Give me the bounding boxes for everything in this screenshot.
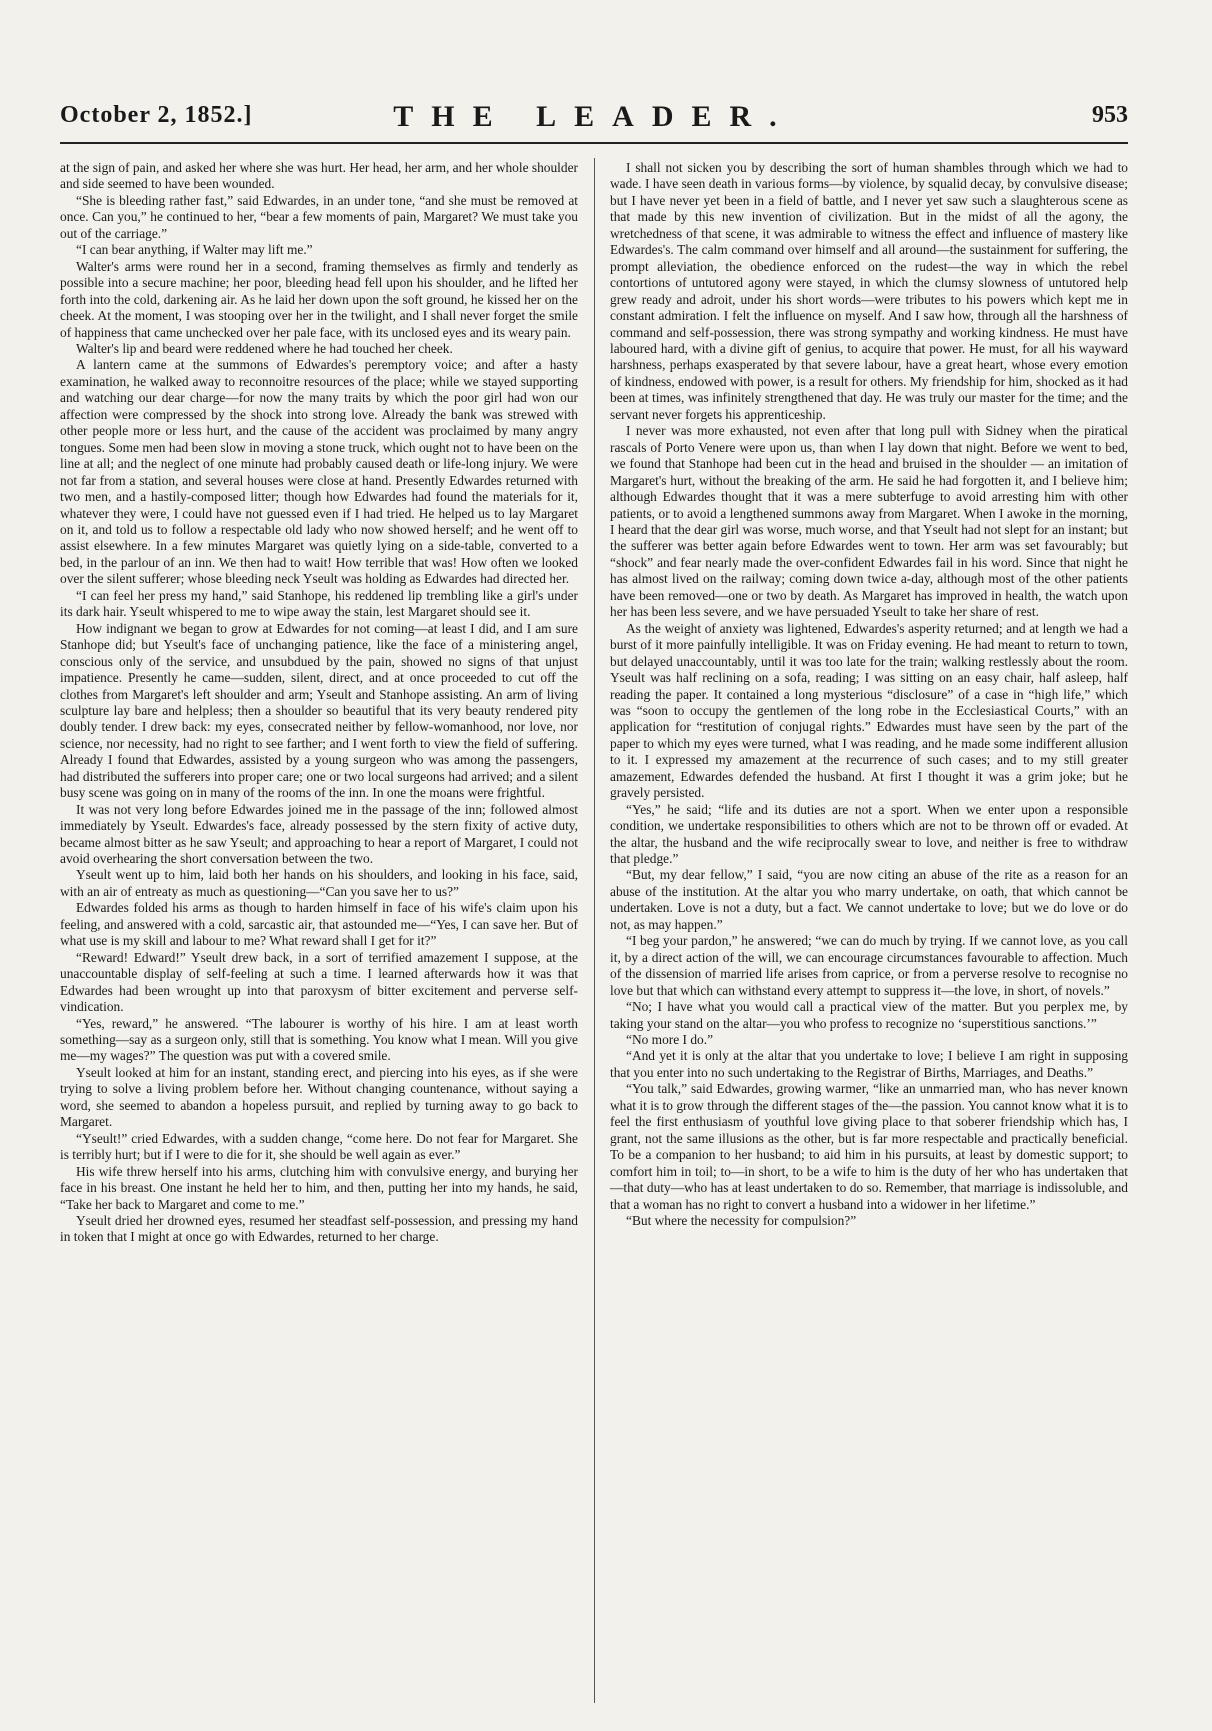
paragraph: Yseult dried her drowned eyes, resumed her steadfast self-possession, and pressing my hand in token that I might at once go with Edwardes, returned to her charge. (60, 1213, 578, 1245)
paragraph: His wife threw herself into his arms, clutching him with convulsive energy, and burying her face in his breast. One instant he held her to him, and then, putting her into my hands, he said, “Take her back to Margaret and come to me.” (60, 1163, 578, 1212)
paragraph: “I can bear anything, if Walter may lift me.” (76, 242, 313, 258)
paragraph: Edwardes folded his arms as though to harden himself in face of his wife's claim upon his feeling, and answered with a cold, sarcastic air, that astounded me—“Yes, I can save her. But of what use is my skill and labour to me? What reward shall I get for it?” (60, 900, 578, 949)
paragraph: “No more I do.” (626, 1032, 714, 1048)
paragraph: Yseult looked at him for an instant, standing erect, and piercing into his eyes, as if she were trying to solve a living problem before her. Without changing countenance, without saying a word, she seemed to abandon a hopeless pursuit, and replied by turning away to go back to Margaret. (60, 1064, 578, 1130)
paragraph: I never was more exhausted, not even after that long pull with Sidney when the piratical rascals of Porto Venere were upon us, than when I lay down that night. Before we went to bed, we found that Stanhope had been cut in the head and bruised in the shoulder — an imitation of Margaret's hurt, without the breaking of the arm. He said he had forgotten it, and I believe him; although Edwardes thought that it was a mere subterfuge to avoid arresting him with other patients, or to avoid a lengthened summons away from Margaret. When I awoke in the morning, I heard that the dear girl was worse, much worse, and that Yseult had not slept for an instant; but the sufferer was better again before Edwardes went to town. Her arm was set favourably; but “shock” and fear nearly made the over-confident Edwardes fail in his word. Since that night he has almost lived on the railway; coming down twice a-day, although most of the other patients have been removed—one or two by death. As Margaret has improved in health, the watch upon her has been less severe, and we have persuaded Yseult to take her share of rest. (610, 423, 1128, 620)
paragraph: Walter's arms were round her in a second, framing themselves as firmly and tenderly as possible into a secure machine; her poor, bleeding head fell upon his shoulder, and he lifted her forth into the cold, darkening air. As he laid her down upon the soft ground, he kissed her on the cheek. At the moment, I was stooping over her in the twilight, and I shall never forget the smile of happiness that came unchecked over her pale face, with its unclosed eyes and its weary pain. (60, 258, 578, 340)
paragraph: at the sign of pain, and asked her where she was hurt. Her head, her arm, and her whole shoulder and side seemed to have been wounded. (60, 160, 578, 192)
paragraph: “Yes,” he said; “life and its duties are not a sport. When we enter upon a responsible condition, we undertake responsibilities to others which are not to be thrown off or evaded. At the altar, the husband and the wife reciprocally swear to love, and neither is free to withdraw that pledge.” (610, 801, 1128, 867)
paragraph: It was not very long before Edwardes joined me in the passage of the inn; followed almost immediately by Yseult. Edwardes's face, already possessed by the stern fixity of active duty, became almost bitter as he saw Yseult; and approaching to hear a report of Margaret, I could not avoid overhearing the short conversation between the two. (60, 801, 578, 867)
paragraph: Yseult went up to him, laid both her hands on his shoulders, and looking in his face, said, with an air of entreaty as much as questioning—“Can you save her to us?” (60, 867, 578, 899)
paragraph: As the weight of anxiety was lightened, Edwardes's asperity returned; and at length we had a burst of it more painfully intelligible. It was on Friday evening. He had meant to return to town, but delayed unaccountably, until it was too late for the train; walking restlessly about the room. Yseult was half reclining on a sofa, reading; I was sitting on an easy chair, half asleep, half reading the paper. It contained a long mysterious “disclosure” of a case in “high life,” which was “soon to occupy the gentlemen of the long robe in the Ecclesiastical Courts,” with an application for “restitution of conjugal rights.” Edwardes must have seen by the part of the paper to which my eyes were turned, what I was reading, and he made some indifferent allusion to it. I expressed my amazement at the recurrence of such cases; and to my still greater amazement, Edwardes defended the husband. At first I thought it was a grim joke; but he gravely persisted. (610, 620, 1128, 801)
paragraph: A lantern came at the summons of Edwardes's peremptory voice; and after a hasty examination, he walked away to reconnoitre resources of the place; while we stayed supporting and watching our dear charge—for now the many traits by which the poor girl had won our affection were compressed by the shock into strong love. Already the bank was strewed with other people more or less hurt, and the cause of the accident was proclaimed by many angry tongues. Some men had been slow in moving a stone truck, which ought not to have been on the line at all; and the neglect of one minute had probably caused death or life-long injury. We were not far from a station, and several houses were close at hand. Presently Edwardes returned with two men, and a hastily-composed litter; though how Edwardes had found the materials for it, whatever they were, I could have not guessed even if I had tried. He helped us to lay Margaret on it, and told us to follow a respectable old lady who now showed herself; and he went off to assist elsewhere. In a few minutes Margaret was quietly lying on a side-table, converted to a bed, in the parlour of an inn. We then had to wait! How terrible that was! How often we looked over the silent sufferer; whose bleeding neck Yseult was holding as Edwardes had directed her. (60, 357, 578, 587)
paragraph: “Yseult!” cried Edwardes, with a sudden change, “come here. Do not fear for Margaret. She is terribly hurt; but if I were to die for it, she should be well again as ever.” (60, 1130, 578, 1163)
paragraph: “I can feel her press my hand,” said Stanhope, his reddened lip trembling like a girl's under its dark hair. Yseult whispered to me to wipe away the stain, lest Margaret should see it. (60, 587, 578, 620)
column-divider (594, 158, 595, 1703)
paragraph: “No; I have what you would call a practical view of the matter. But you perplex me, by taking your stand on the altar—you who profess to recognize no ‘superstitious sanctions.’” (610, 999, 1128, 1031)
paragraph: I shall not sicken you by describing the sort of human shambles through which we had to wade. I have seen death in various forms—by violence, by squalid decay, by convulsive disease; but I have never yet been in a field of battle, and I never yet saw such a slaughterous scene as that made by this new invention of civilization. But in the midst of all the agony, the wretchedness of that scene, it was admirable to witness the effect and influence of mastery like Edwardes's. The calm command over himself and all around—the sustainment for suffering, the prompt alleviation, the obedience enforced on the rudest—the way in which the rebel contortions of untutored agony were stayed, in which the clumsy slowness of untutored help grew ready and adroit, under his short words—were tributes to his powers which kept me in constant admiration. I felt the influence on myself. And I saw how, through all the harshness of command and self-possession, there was strong sympathy and working kindness. He must have laboured hard, with a divine gift of genius, to acquire that power. He must, for all his wayward harshness, perhaps exasperated by that severe labour, have a great heart, whose every emotion of kindness, endowed with power, is a result for others. My friendship for him, shocked as it had been at times, was infinitely strengthened that day. He was truly our master for the time; and the servant never forgets his apprenticeship. (610, 160, 1128, 422)
paragraph: “And yet it is only at the altar that you undertake to love; I believe I am right in supposing that you enter into no such undertaking to the Registrar of Births, Marriages, and Deaths.” (610, 1048, 1128, 1080)
paragraph: How indignant we began to grow at Edwardes for not coming—at least I did, and I am sure Stanhope did; but Yseult's face of unchanging patience, like the face of a ministering angel, conscious only of the service, and unsubdued by the pain, showed no signs of that unjust impatience. Presently he came—sudden, silent, direct, and at once proceeded to cut off the clothes from Margaret's left shoulder and arm; Yseult and Stanhope assisting. An arm of living sculpture lay bare and helpless; then a shoulder so beautiful that its very beauty rendered pity doubly tender. I drew back: my eyes, consecrated neither by fellow-womanhood, nor love, nor science, nor necessity, had no right to see farther; and I went forth to view the field of suffering. Already I found that Edwardes, assisted by a young surgeon who was among the passengers, had distributed the sufferers into proper care; one or two local surgeons had arrived; and a silent busy scene was going on in many of the rooms of the inn. In one the moans were frightful. (60, 620, 578, 801)
newspaper-title: THE LEADER. (393, 100, 795, 133)
paragraph: “Yes, reward,” he answered. “The labourer is worthy of his hire. I am at least worth something—say as a surgeon only, still that is something. You know what I mean. Will you give me—my wages?” The question was put with a covered smile. (60, 1015, 578, 1064)
paragraph: “But where the necessity for compulsion?” (626, 1213, 857, 1228)
right-column (610, 160, 1128, 1229)
paragraph: “But, my dear fellow,” I said, “you are now citing an abuse of the rite as a reason for an abuse of the institution. At the altar you who marry undertake, on oath, that which cannot be undertaken. Love is not a duty, but a fact. We cannot undertake to love; but we do love or do not, as may happen.” (610, 867, 1128, 932)
left-column (60, 160, 578, 1246)
page-header (60, 98, 1128, 144)
paragraph: “I beg your pardon,” he answered; “we can do much by trying. If we cannot love, as you call it, by a direct action of the will, we can encourage circumstances favourable to affection. Much of the dissension of married life arises from caprice, or from a perverse resolve to recognise no love but that which can withstand every attempt to suppress it—the love, in short, of novels.” (610, 933, 1128, 998)
paragraph: “She is bleeding rather fast,” said Edwardes, in an under tone, “and she must be removed at once. Can you,” he continued to her, “bear a few moments of pain, Margaret? We must take you out of the carriage.” (60, 192, 578, 241)
paragraph: Walter's lip and beard were reddened where he had touched her cheek. (76, 340, 453, 356)
paragraph: “You talk,” said Edwardes, growing warmer, “like an unmarried man, who has never known what it is to grow through the different stages of the—the passion. You cannot know what it is to feel the first enthusiasm of youthful love giving place to that soberer friendship which has, I grant, not the same illusions as the other, but is far more respectable and practically beneficial. To be a companion to her husband; to aid him in his pursuits, at least by domestic support; to comfort him in toil; to—in short, to be a wife to him is the duty of her who has undertaken that—that duty—who has at least undertaken to do so. Remember, that marriage is indissoluble, and that a woman has no right to convert a husband into a widower in her lifetime.” (610, 1081, 1128, 1212)
paragraph: “Reward! Edward!” Yseult drew back, in a sort of terrified amazement I suppose, at the unaccountable display of self-feeling at such a time. I learned afterwards how it was that Edwardes had been wrought up into that paroxysm of bitter excitement and perverse self-vindication. (60, 949, 578, 1015)
page-number: 953 (1092, 102, 1128, 128)
issue-date: October 2, 1852.] (60, 102, 253, 128)
